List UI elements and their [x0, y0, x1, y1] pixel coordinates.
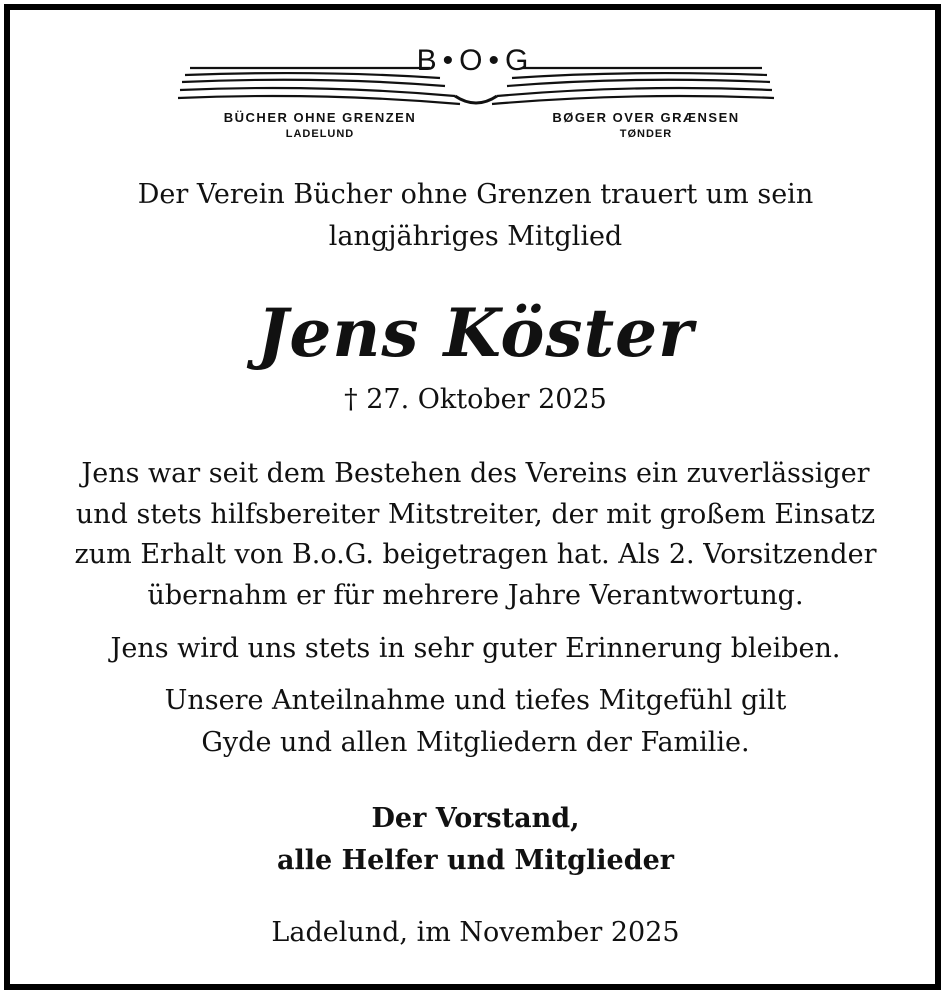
condolence-paragraph [0, 680, 951, 764]
logo-right-place: TØNDER [619, 128, 673, 140]
book-line-right-4 [497, 88, 772, 96]
memory-line: Jens wird uns stets in sehr guter Erinnerung bleiben. [110, 633, 841, 664]
condolence-line: Gyde und allen Mitgliedern der Familie. [201, 727, 750, 758]
signature-line: Der Vorstand, [371, 803, 580, 834]
intro-text [0, 174, 951, 258]
intro-line: langjähriges Mitglied [328, 221, 623, 252]
open-book-icon [170, 60, 782, 110]
condolence-line: Unsere Anteilnahme und tiefes Mitgefühl gilt [164, 685, 787, 716]
book-line-left-3 [182, 80, 445, 86]
death-date: † 27. Oktober 2025 [344, 384, 607, 415]
book-line-right-5 [492, 96, 774, 104]
memory-paragraph [0, 629, 951, 669]
intro-line: Der Verein Bücher ohne Grenzen trauert um sein [137, 179, 814, 210]
place-date: Ladelund, im November 2025 [271, 917, 680, 948]
logo-right-name: BØGER OVER GRÆNSEN [552, 110, 740, 125]
tribute-paragraph [0, 454, 951, 616]
tribute-line: und stets hilfsbereiter Mitstreiter, der mit großem Einsatz [75, 498, 876, 530]
tribute-line: übernahm er für mehrere Jahre Verantwortung. [147, 579, 804, 611]
book-spine [455, 96, 497, 103]
book-line-left-2 [185, 73, 440, 78]
tribute-line: zum Erhalt von B.o.G. beigetragen hat. Als 2. Vorsitzender [74, 539, 877, 570]
signature-line: alle Helfer und Mitglieder [277, 845, 674, 876]
book-line-right-3 [507, 80, 770, 86]
book-line-right-2 [512, 73, 767, 78]
signature [0, 798, 951, 882]
tribute-line: Jens war seit dem Bestehen des Vereins ein zuverlässiger [81, 458, 870, 489]
logo-left-name: BÜCHER OHNE GRENZEN [223, 110, 417, 125]
book-line-left-5 [178, 96, 460, 104]
logo-left-place: LADELUND [285, 128, 355, 140]
logo-title: B•O•G [416, 44, 535, 77]
bog-logo [0, 0, 951, 150]
deceased-name: Jens Köster [257, 294, 694, 372]
book-line-left-4 [180, 88, 455, 96]
